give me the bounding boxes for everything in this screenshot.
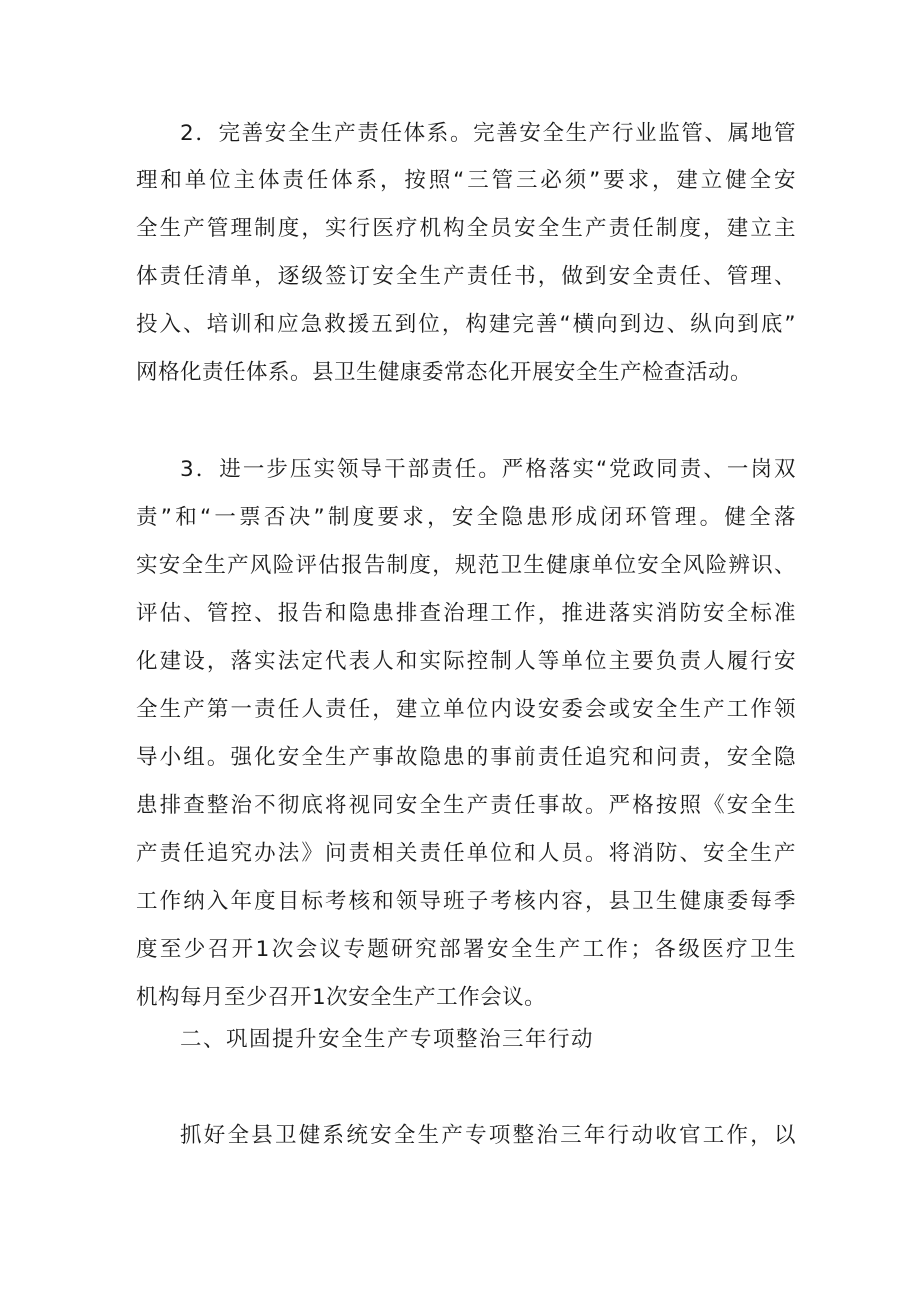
text-line: 2．完善安全生产责任体系。完善安全生产行业监管、属地管 — [180, 121, 796, 146]
text-line: 3．进一步压实领导干部责任。严格落实“党政同责、一岗双 — [180, 457, 796, 482]
text-line: 理和单位主体责任体系，按照“三管三必须”要求，建立健全安 — [136, 168, 796, 193]
text-line: 投入、培训和应急救援五到位，构建完善“横向到边、纵向到底” — [136, 312, 796, 337]
text-line: 产责任追究办法》问责相关责任单位和人员。将消防、安全生产 — [136, 841, 796, 866]
text-line: 网格化责任体系。县卫生健康委常态化开展安全生产检查活动。 — [136, 360, 753, 385]
section-heading: 二、巩固提升安全生产专项整治三年行动 — [180, 1027, 595, 1052]
text-line: 度至少召开1次会议专题研究部署安全生产工作；各级医疗卫生 — [136, 937, 796, 962]
text-line: 抓好全县卫健系统安全生产专项整治三年行动收官工作，以 — [180, 1123, 796, 1148]
text-line: 体责任清单，逐级签订安全生产责任书，做到安全责任、管理、 — [136, 264, 796, 289]
text-line: 全生产管理制度，实行医疗机构全员安全生产责任制度，建立主 — [136, 216, 796, 241]
text-line: 机构每月至少召开1次安全生产工作会议。 — [136, 985, 547, 1010]
text-line: 导小组。强化安全生产事故隐患的事前责任追究和问责，安全隐 — [136, 745, 796, 770]
text-line: 责”和“一票否决”制度要求，安全隐患形成闭环管理。健全落 — [136, 505, 796, 530]
text-line: 评估、管控、报告和隐患排查治理工作，推进落实消防安全标准 — [136, 601, 796, 626]
text-line: 实安全生产风险评估报告制度，规范卫生健康单位安全风险辨识、 — [136, 553, 796, 578]
text-line: 患排查整治不彻底将视同安全生产责任事故。严格按照《安全生 — [136, 793, 796, 818]
text-line: 全生产第一责任人责任，建立单位内设安委会或安全生产工作领 — [136, 697, 796, 722]
text-line: 化建设，落实法定代表人和实际控制人等单位主要负责人履行安 — [136, 649, 796, 674]
text-line: 工作纳入年度目标考核和领导班子考核内容，县卫生健康委每季 — [136, 889, 796, 914]
